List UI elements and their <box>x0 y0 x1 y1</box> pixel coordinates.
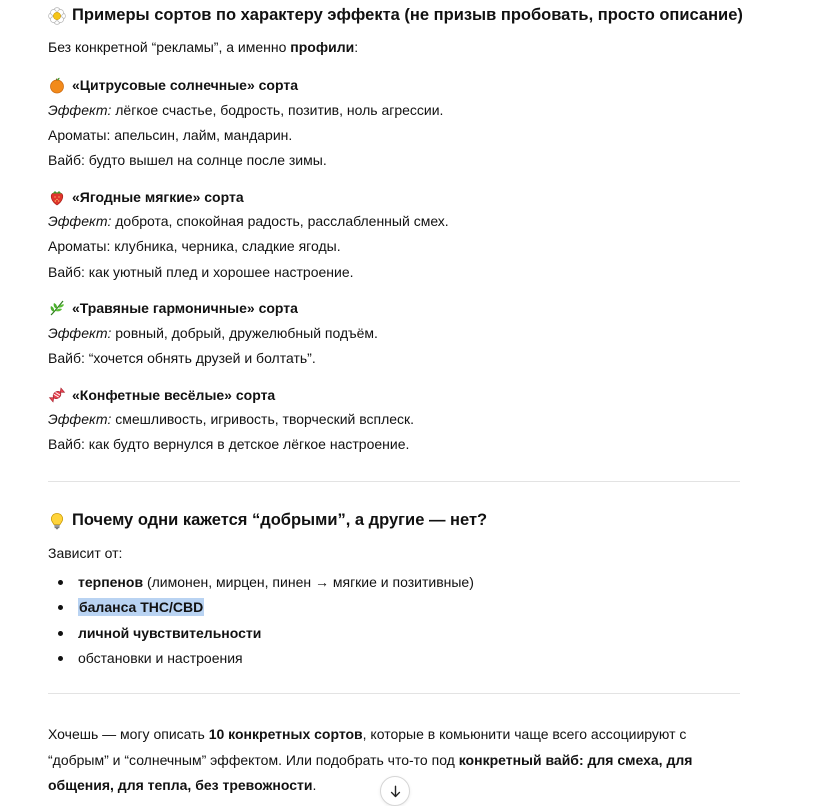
scroll-to-bottom-button[interactable] <box>380 776 410 806</box>
depends-on-label: Зависит от: <box>48 545 123 561</box>
group-aroma-line: Ароматы: апельсин, лайм, мандарин. <box>48 127 293 143</box>
group-effect-line <box>48 213 449 229</box>
orange-icon <box>48 76 66 94</box>
bullet-icon <box>58 605 63 610</box>
bullet-icon <box>58 580 63 585</box>
divider <box>48 693 740 694</box>
closing-text: , которые в комьюнити чаще всего ассоциируют с <box>362 726 687 742</box>
group-heading-citrus <box>48 76 298 94</box>
closing-bold: 10 конкретных сортов <box>208 726 363 742</box>
section-heading-text: Почему одни кажется “добрыми”, а другие — нет? <box>72 511 488 529</box>
group-heading-berries <box>48 188 244 206</box>
effect-label: Эффект: <box>48 411 112 427</box>
closing-line-1 <box>48 726 686 742</box>
list-item-text <box>78 599 204 615</box>
closing-text: “добрым” и “солнечным” эффектом. Или подобрать что-то под <box>48 752 459 768</box>
arrow-down-icon <box>388 784 403 799</box>
list-item-rest: (лимонен, мирцен, пинен → мягкие и позитивные) <box>143 574 474 590</box>
intro-text: Без конкретной “рекламы”, а именно <box>48 39 291 55</box>
group-title: «Ягодные мягкие» сорта <box>72 189 244 205</box>
group-title: «Конфетные весёлые» сорта <box>72 387 276 403</box>
group-vibe-line: Вайб: как будто вернулся в детское лёгкое настроение. <box>48 436 410 452</box>
group-effect-line <box>48 325 378 341</box>
section-heading-why <box>48 511 487 530</box>
group-heading-herbal <box>48 299 298 317</box>
group-title: «Травяные гармоничные» сорта <box>72 300 298 316</box>
divider <box>48 481 740 482</box>
effect-text: лёгкое счастье, бодрость, позитив, ноль агрессии. <box>111 102 444 118</box>
closing-bold: общения, для тепла, без тревожности <box>48 777 313 793</box>
intro-bold: профили <box>290 39 355 55</box>
group-vibe-line: Вайб: “хочется обнять друзей и болтать”. <box>48 350 316 366</box>
intro-paragraph <box>48 39 358 55</box>
closing-line-3 <box>48 777 316 793</box>
effect-text: смешливость, игривость, творческий всплеск. <box>111 411 415 427</box>
lightbulb-icon <box>48 512 66 530</box>
list-item-text <box>78 574 474 590</box>
selected-text[interactable]: баланса THC/CBD <box>79 599 204 615</box>
section-heading-text: Примеры сортов по характеру эффекта (не призыв пробовать, просто описание) <box>72 6 743 24</box>
list-item-bold: личной чувствительности <box>78 625 262 641</box>
effect-label: Эффект: <box>48 325 112 341</box>
bullet-icon <box>58 656 63 661</box>
list-item-bold: терпенов <box>78 574 144 590</box>
effect-label: Эффект: <box>48 102 112 118</box>
intro-colon: : <box>354 39 359 55</box>
effect-text: ровный, добрый, дружелюбный подъём. <box>111 325 378 341</box>
closing-text: . <box>312 777 317 793</box>
group-aroma-line: Ароматы: клубника, черника, сладкие ягоды. <box>48 238 341 254</box>
bullet-icon <box>58 631 63 636</box>
effect-label: Эффект: <box>48 213 112 229</box>
flower-icon <box>48 7 66 25</box>
group-effect-line <box>48 411 414 427</box>
herb-icon <box>48 299 66 317</box>
strawberry-icon <box>48 188 66 206</box>
group-title: «Цитрусовые солнечные» сорта <box>72 77 298 93</box>
effect-text: доброта, спокойная радость, расслабленный смех. <box>111 213 449 229</box>
list-item-text <box>78 625 261 641</box>
list-item-rest: обстановки и настроения <box>78 650 243 666</box>
closing-bold: конкретный вайб: для смеха, для <box>458 752 693 768</box>
section-heading-strains <box>48 6 743 25</box>
group-vibe-line: Вайб: будто вышел на солнце после зимы. <box>48 152 327 168</box>
closing-text: Хочешь — могу описать <box>48 726 209 742</box>
group-vibe-line: Вайб: как уютный плед и хорошее настроение. <box>48 264 354 280</box>
group-heading-candy <box>48 386 275 404</box>
group-effect-line <box>48 102 443 118</box>
closing-line-2 <box>48 752 692 768</box>
candy-icon <box>48 386 66 404</box>
list-item-text <box>78 650 243 666</box>
